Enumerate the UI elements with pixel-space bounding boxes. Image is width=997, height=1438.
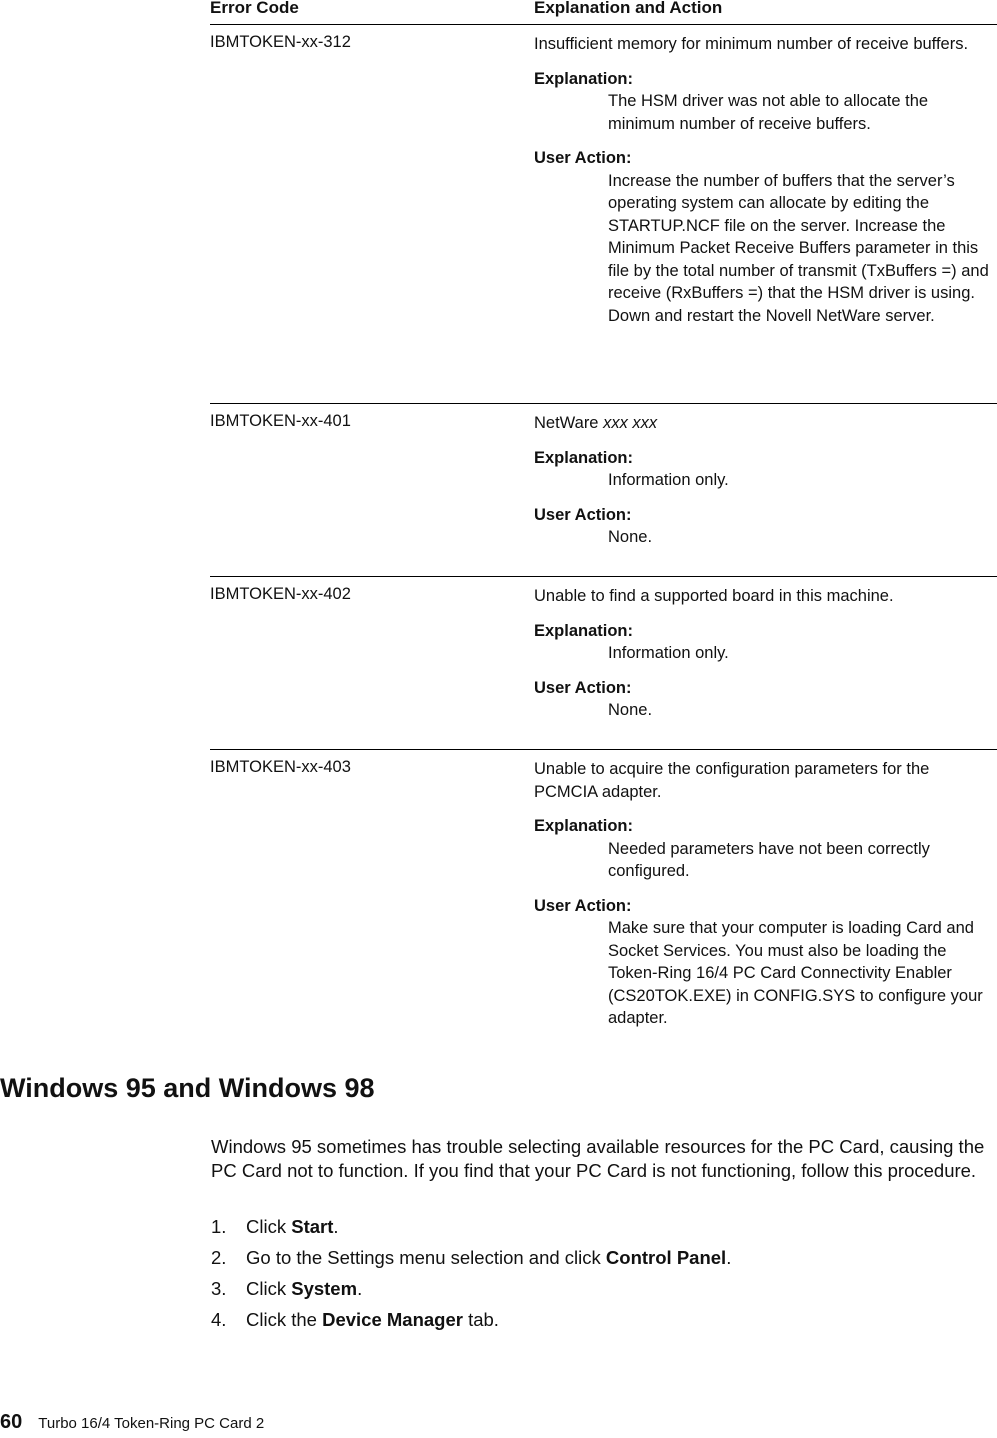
user-action-label: User Action: <box>534 678 632 697</box>
error-code: IBMTOKEN-xx-403 <box>210 758 351 776</box>
user-action-label: User Action: <box>534 896 632 915</box>
list-item <box>211 1278 731 1309</box>
explanation-label: Explanation: <box>534 69 634 88</box>
table-row <box>210 25 997 404</box>
user-action-label: User Action: <box>534 505 632 524</box>
user-action-label: User Action: <box>534 149 632 167</box>
step-number: 2. <box>211 1247 227 1268</box>
table-row <box>210 750 997 1050</box>
page-number: 60 <box>0 1411 23 1433</box>
step-text-end: . <box>333 1216 339 1237</box>
page-footer <box>0 1411 264 1434</box>
explanation-text: The HSM driver was not able to allocate the minimum number of receive buffers. <box>608 92 929 133</box>
step-text: Click <box>246 1278 292 1299</box>
step-text: Go to the Settings menu selection and click <box>246 1247 606 1268</box>
step-text-end: . <box>726 1247 732 1268</box>
list-item <box>211 1216 731 1247</box>
error-description <box>534 404 997 549</box>
list-item <box>211 1247 731 1278</box>
explanation-text: Needed parameters have not been correctly configured. <box>608 839 930 880</box>
error-code-table <box>210 0 997 1050</box>
error-message: Insufficient memory for minimum number of receive buffers. <box>534 35 969 53</box>
user-action-text: Increase the number of buffers that the server’s operating system can allocate by editing the STARTUP.NCF file on the server. Increase the Minimum Packet Receive Buffers parameter in this file by the total number of transmit (TxBuffers =) and receive (RxBuffers =) that the HSM driver is using. Down and restart the Novell NetWare server. <box>608 171 989 325</box>
step-number: 4. <box>211 1309 227 1330</box>
column-header-error-code: Error Code <box>210 0 299 17</box>
explanation-label: Explanation: <box>534 817 634 835</box>
user-action-text: Make sure that your computer is loading Card and Socket Services. You must also be loading the Token-Ring 16/4 PC Card Connectivity Enabler (CS20TOK.EXE) in CONFIG.SYS to configure your adapter. <box>608 919 983 1027</box>
step-text: Click <box>246 1216 292 1237</box>
explanation-label: Explanation: <box>534 621 634 640</box>
section-paragraph: Windows 95 sometimes has trouble selecting available resources for the PC Card, causing the PC Card not to function. If you find that your PC Card is not functioning, follow this procedure. <box>211 1136 985 1181</box>
user-action-text: None. <box>608 528 653 546</box>
column-header-explanation: Explanation and Action <box>534 0 723 17</box>
error-description <box>534 577 997 722</box>
step-ui-term: Start <box>291 1216 334 1237</box>
section-heading: Windows 95 and Windows 98 <box>0 1073 375 1103</box>
error-message: Unable to acquire the configuration parameters for the PCMCIA adapter. <box>534 760 930 801</box>
step-number: 1. <box>211 1216 227 1237</box>
table-row <box>210 577 997 750</box>
error-code: IBMTOKEN-xx-401 <box>210 412 351 430</box>
footer-title: Turbo 16/4 Token-Ring PC Card 2 <box>38 1415 265 1432</box>
explanation-text: Information only. <box>608 644 729 662</box>
step-number: 3. <box>211 1278 227 1299</box>
table-row <box>210 404 997 577</box>
explanation-label: Explanation: <box>534 448 634 467</box>
error-code: IBMTOKEN-xx-312 <box>210 33 351 51</box>
step-text-end: tab. <box>462 1309 499 1330</box>
user-action-text: None. <box>608 701 653 719</box>
error-code: IBMTOKEN-xx-402 <box>210 585 351 603</box>
step-ui-term: Control Panel <box>605 1247 727 1268</box>
error-message-variable: xxx xxx <box>603 414 658 432</box>
error-description <box>534 750 997 1030</box>
error-description <box>534 25 997 327</box>
error-message <box>534 412 997 435</box>
step-ui-term: Device Manager <box>322 1309 463 1330</box>
error-message-text: NetWare <box>534 414 599 432</box>
table-header <box>210 0 997 25</box>
list-item <box>211 1309 731 1340</box>
procedure-steps <box>211 1216 731 1340</box>
step-text: Click the <box>246 1309 323 1330</box>
explanation-text: Information only. <box>608 471 729 489</box>
error-message: Unable to find a supported board in this machine. <box>534 587 894 605</box>
step-text-end: . <box>357 1278 363 1299</box>
step-ui-term: System <box>291 1278 358 1299</box>
